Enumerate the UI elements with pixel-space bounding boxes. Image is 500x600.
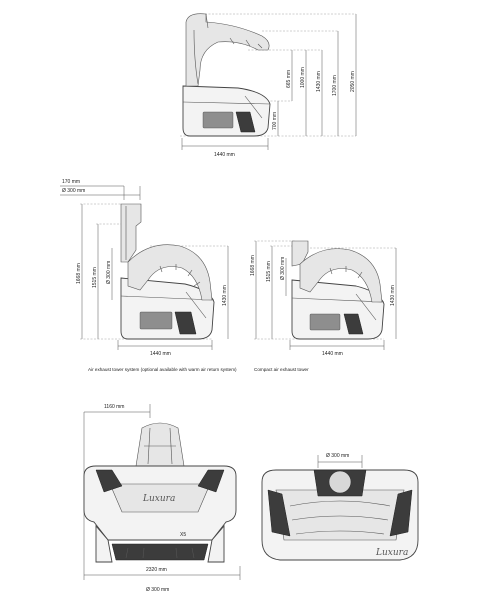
compact-dim-1515: 1515 mm [266, 261, 272, 282]
compact-dim-1668: 1668 mm [250, 255, 256, 276]
top-view [262, 455, 418, 560]
tower-dim-1668: 1668 mm [76, 263, 82, 284]
side-dim-2050: 2050 mm [350, 71, 356, 92]
tower-dim-1430: 1430 mm [222, 285, 228, 306]
tower-diameter-top: Ø 300 mm [62, 188, 86, 194]
side-dim-1430: 1430 mm [316, 71, 322, 92]
side-width-label: 1440 mm [214, 152, 235, 158]
front-canopy [136, 423, 184, 466]
front-width-2320: 2320 mm [146, 567, 167, 573]
duct-opening [329, 471, 351, 493]
front-logo: Luxura [143, 494, 176, 504]
front-duct-label: Ø 300 mm [146, 587, 170, 593]
tower-view [60, 186, 228, 350]
compact-caption: Compact air exhaust tower [254, 367, 309, 372]
front-view [84, 404, 240, 580]
top-duct-label: Ø 300 mm [326, 453, 350, 459]
tower-width-170: 170 mm [62, 179, 81, 185]
compact-view [254, 241, 396, 350]
front-width-1160: 1160 mm [104, 404, 125, 410]
compact-diameter-vertical: Ø 300 mm [280, 256, 286, 280]
side-view [180, 14, 356, 150]
side-dim-1700: 1700 mm [332, 75, 338, 96]
side-dim-700: 700 mm [272, 111, 278, 130]
side-dim-1000: 1000 mm [300, 67, 306, 88]
exhaust-tower [121, 204, 141, 262]
tower-dim-1515: 1515 mm [92, 267, 98, 288]
side-window [203, 112, 233, 128]
tower-diameter-vertical: Ø 300 mm [106, 260, 112, 284]
side-dim-665: 665 mm [286, 69, 292, 88]
compact-width-label: 1440 mm [322, 351, 343, 357]
front-badge: X5 [180, 532, 187, 538]
top-logo: Luxura [376, 548, 409, 558]
tower-caption: Air exhaust tower system (optional available with warm air return system) [88, 367, 237, 372]
tower-width-label: 1440 mm [150, 351, 171, 357]
compact-dim-1430: 1430 mm [390, 285, 396, 306]
